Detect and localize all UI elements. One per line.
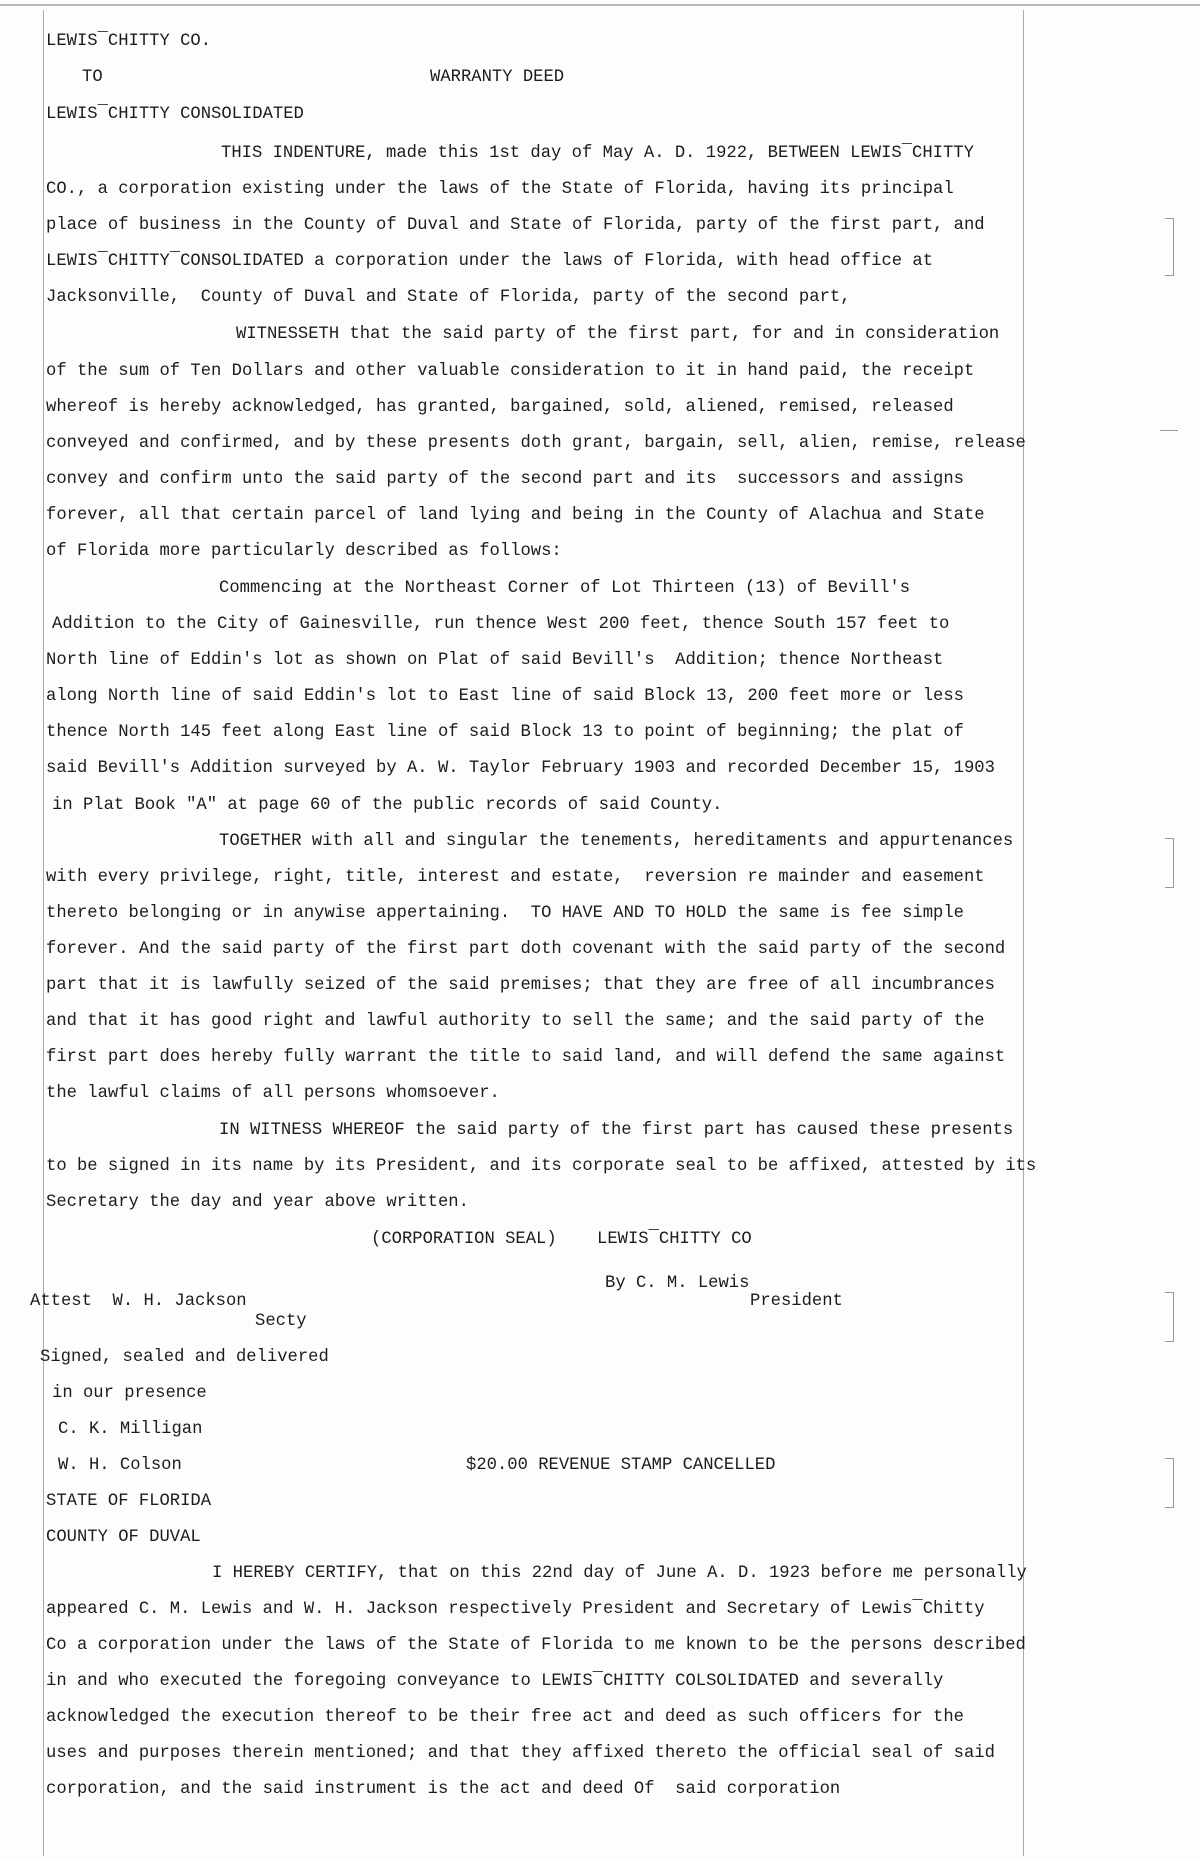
venue-county: COUNTY OF DUVAL [46, 1528, 201, 1547]
body-line: part that it is lawfully seized of the said premises; that they are free of all incumbrances [46, 976, 995, 995]
top-rule [0, 4, 1200, 6]
body-line: TOGETHER with all and singular the tenements, hereditaments and appurtenances [219, 832, 1014, 851]
body-line: Secretary the day and year above written. [46, 1193, 469, 1212]
acknowledgment-line: appeared C. M. Lewis and W. H. Jackson respectively President and Secretary of Lewis¯Chitty [46, 1600, 985, 1619]
body-line: IN WITNESS WHEREOF the said party of the first part has caused these presents [219, 1121, 1014, 1140]
witness-line: in our presence [52, 1384, 207, 1403]
binding-mark [1160, 430, 1178, 431]
body-line: forever, all that certain parcel of land lying and being in the County of Alachua and State [46, 506, 985, 525]
binding-mark [1165, 218, 1174, 276]
attest-line: Attest W. H. Jackson [30, 1292, 247, 1311]
left-margin-rule [43, 10, 44, 1856]
acknowledgment-line: acknowledged the execution thereof to be their free act and deed as such officers for the [46, 1708, 964, 1727]
body-line: and that it has good right and lawful authority to sell the same; and the said party of the [46, 1012, 985, 1031]
body-line: forever. And the said party of the first part doth covenant with the said party of the second [46, 940, 1006, 959]
signing-company: LEWIS¯CHITTY CO [597, 1230, 752, 1249]
body-line: LEWIS¯CHITTY¯CONSOLIDATED a corporation under the laws of Florida, with head office at [46, 252, 934, 271]
legal-description-line: along North line of said Eddin's lot to East line of said Block 13, 200 feet more or less [46, 687, 964, 706]
witness-name: C. K. Milligan [58, 1420, 203, 1439]
body-line: of Florida more particularly described as follows: [46, 542, 562, 561]
body-line: the lawful claims of all persons whomsoever. [46, 1084, 500, 1103]
body-line: WITNESSETH that the said party of the first part, for and in consideration [236, 325, 1000, 344]
legal-description-line: thence North 145 feet along East line of said Block 13 to point of beginning; the plat of [46, 723, 964, 742]
body-line: to be signed in its name by its President, and its corporate seal to be affixed, attested by its [46, 1157, 1037, 1176]
document-title: WARRANTY DEED [430, 68, 565, 87]
body-line: with every privilege, right, title, interest and estate, reversion re mainder and easement [46, 868, 985, 887]
revenue-stamp-note: $20.00 REVENUE STAMP CANCELLED [466, 1456, 776, 1475]
legal-description-line: said Bevill's Addition surveyed by A. W. Taylor February 1903 and recorded December 15, 1903 [46, 759, 995, 778]
acknowledgment-line: I HEREBY CERTIFY, that on this 22nd day of June A. D. 1923 before me personally [212, 1564, 1027, 1583]
body-line: THIS INDENTURE, made this 1st day of May A. D. 1922, BETWEEN LEWIS¯CHITTY [221, 144, 974, 163]
witness-name: W. H. Colson [58, 1456, 182, 1475]
body-line: Jacksonville, County of Duval and State of Florida, party of the second part, [46, 288, 851, 307]
corporation-seal-label: (CORPORATION SEAL) [371, 1230, 557, 1249]
acknowledgment-line: Co a corporation under the laws of the State of Florida to me known to be the persons described [46, 1636, 1026, 1655]
body-line: CO., a corporation existing under the laws of the State of Florida, having its principal [46, 180, 954, 199]
acknowledgment-line: uses and purposes therein mentioned; and that they affixed thereto the official seal of said [46, 1744, 995, 1763]
binding-mark [1165, 838, 1174, 888]
grantee-heading: LEWIS¯CHITTY CONSOLIDATED [46, 105, 304, 124]
body-line: thereto belonging or in anywise appertaining. TO HAVE AND TO HOLD the same is fee simple [46, 904, 964, 923]
to-heading: TO [82, 68, 103, 87]
body-line: first part does hereby fully warrant the title to said land, and will defend the same against [46, 1048, 1006, 1067]
body-line: place of business in the County of Duval and State of Florida, party of the first part, and [46, 216, 985, 235]
acknowledgment-line: in and who executed the foregoing conveyance to LEWIS¯CHITTY COLSOLIDATED and severally [46, 1672, 944, 1691]
acknowledgment-line: corporation, and the said instrument is the act and deed Of said corporation [46, 1780, 841, 1799]
body-line: conveyed and confirmed, and by these presents doth grant, bargain, sell, alien, remise, release [46, 434, 1026, 453]
attest-title: Secty [255, 1312, 307, 1331]
body-line: whereof is hereby acknowledged, has granted, bargained, sold, aliened, remised, released [46, 398, 954, 417]
binding-mark [1165, 1292, 1174, 1342]
signatory-title: President [750, 1292, 843, 1311]
legal-description-line: in Plat Book "A" at page 60 of the public records of said County. [52, 796, 723, 815]
legal-description-line: North line of Eddin's lot as shown on Plat of said Bevill's Addition; thence Northeast [46, 651, 944, 670]
legal-description-line: Addition to the City of Gainesville, run thence West 200 feet, thence South 157 feet to [52, 615, 950, 634]
signatory-by: By C. M. Lewis [605, 1274, 750, 1293]
body-line: of the sum of Ten Dollars and other valuable consideration to it in hand paid, the receipt [46, 362, 975, 381]
venue-state: STATE OF FLORIDA [46, 1492, 212, 1511]
body-line: convey and confirm unto the said party of the second part and its successors and assigns [46, 470, 964, 489]
binding-mark [1165, 1458, 1174, 1508]
witness-line: Signed, sealed and delivered [40, 1348, 329, 1367]
grantor-heading: LEWIS¯CHITTY CO. [46, 32, 212, 51]
legal-description-line: Commencing at the Northeast Corner of Lot Thirteen (13) of Bevill's [219, 579, 911, 598]
